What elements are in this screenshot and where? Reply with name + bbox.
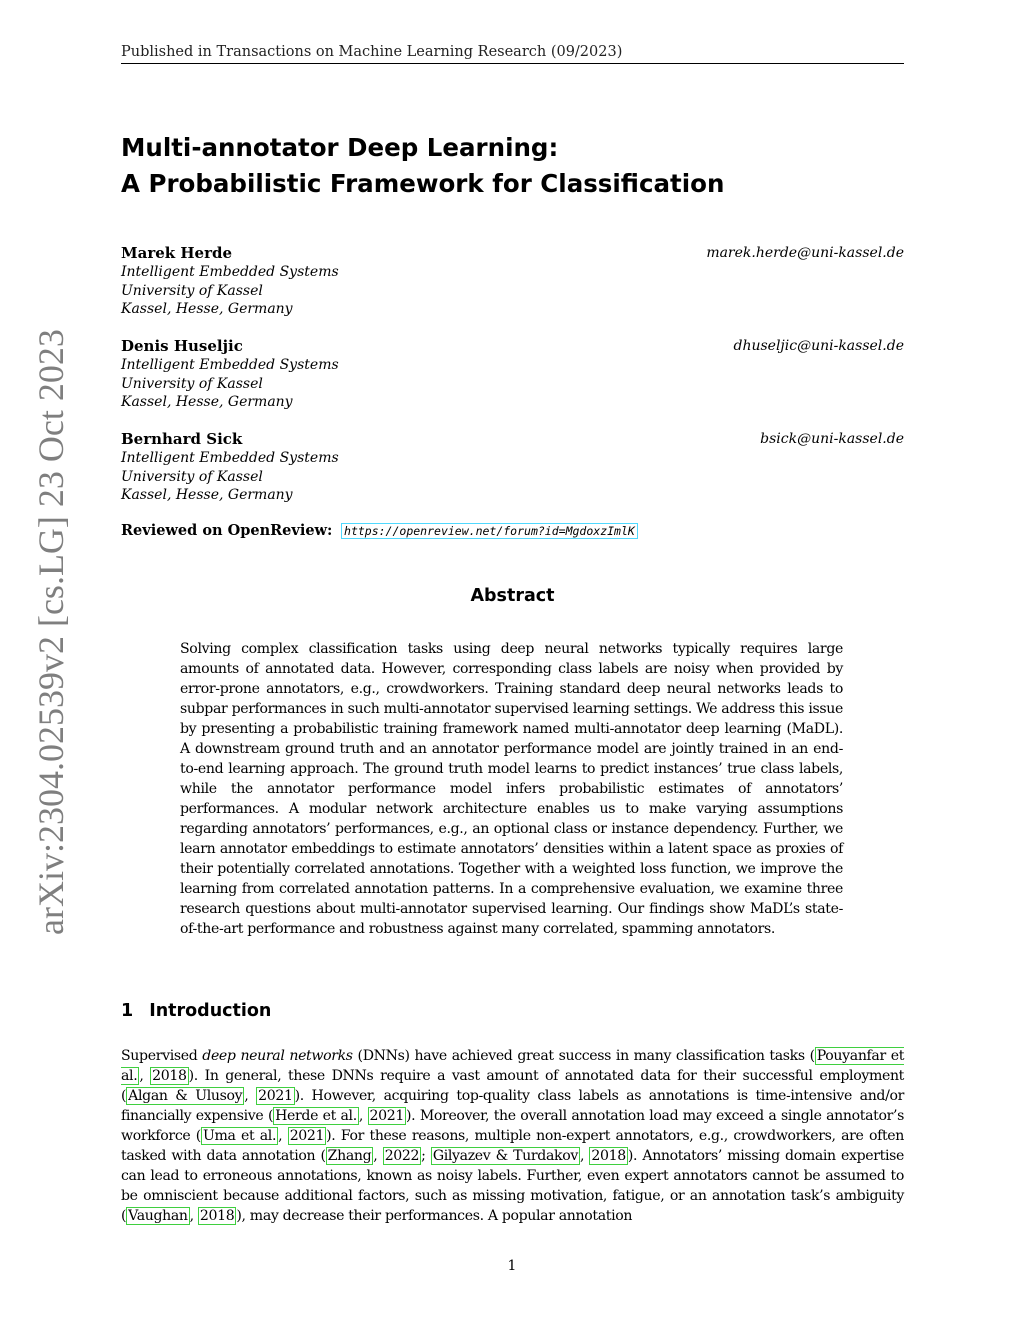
title-line-1: Multi-annotator Deep Learning:: [121, 133, 559, 162]
page-number: 1: [507, 1258, 517, 1274]
affiliation-location: Kassel, Hesse, Germany: [121, 301, 293, 317]
author-affiliation: [121, 263, 904, 319]
citation-link[interactable]: 2018: [152, 1068, 187, 1084]
text-run: Supervised: [121, 1048, 203, 1064]
author-email[interactable]: marek.herde@uni-kassel.de: [706, 245, 904, 261]
review-label: Reviewed on OpenReview:: [121, 522, 333, 539]
emphasis-text: deep neural networks: [202, 1048, 353, 1064]
section-number: 1: [121, 1001, 134, 1021]
affiliation-location: Kassel, Hesse, Germany: [121, 394, 293, 410]
text-run: ,: [358, 1108, 368, 1124]
citation-link[interactable]: 2021: [289, 1128, 325, 1144]
section-title: Introduction: [149, 1001, 272, 1021]
affiliation-group: Intelligent Embedded Systems: [121, 264, 339, 280]
author-name: Marek Herde: [121, 244, 233, 262]
affiliation-group: Intelligent Embedded Systems: [121, 450, 339, 466]
citation-link[interactable]: 2021: [258, 1088, 293, 1104]
text-run: ). However, acquiring top-quality class labels as annotations is time-intensive and/or financially expensive (: [121, 1088, 905, 1124]
text-run: ). Annotators’ missing domain expertise can lead to erroneous annotations, known as noisy labels. Further, even expert annotators cannot be assumed to be omniscient because additional factors, such as missing motivation, fatigue, or an annotation task’s ambiguity (: [121, 1148, 905, 1224]
author-affiliation: [121, 356, 904, 412]
author-name: Denis Huseljic: [121, 337, 243, 355]
author-block: [121, 243, 904, 319]
openreview-link[interactable]: https://openreview.net/forum?id=MgdoxzImlK: [341, 523, 638, 539]
citation-link[interactable]: Herde et al.: [275, 1108, 357, 1124]
citation-link[interactable]: 2018: [591, 1148, 626, 1164]
author-affiliation: [121, 449, 904, 505]
title-line-2: A Probabilistic Framework for Classification: [121, 169, 725, 198]
author-block: [121, 429, 904, 505]
author-name: Bernhard Sick: [121, 430, 243, 448]
section-heading-introduction: [121, 1001, 271, 1021]
text-run: ). For these reasons, multiple non-expert annotators, e.g., crowdworkers, are often tasked with data annotation (: [121, 1128, 904, 1164]
running-header: Published in Transactions on Machine Learning Research (09/2023): [121, 44, 904, 64]
text-run: ). Moreover, the overall annotation load may exceed a single annotator’s workforce (: [121, 1108, 904, 1144]
affiliation-university: University of Kassel: [121, 468, 263, 485]
text-run: ,: [579, 1148, 590, 1164]
text-run: ,: [139, 1068, 151, 1084]
text-run: ;: [421, 1148, 431, 1164]
author-email[interactable]: dhuseljic@uni-kassel.de: [733, 338, 904, 354]
citation-link[interactable]: 2022: [384, 1148, 420, 1164]
author-block: [121, 336, 904, 412]
introduction-paragraph: [121, 1046, 904, 1226]
paper-title: [121, 130, 904, 202]
citation-link[interactable]: Uma et al.: [202, 1128, 277, 1144]
citation-link[interactable]: Pouyanfar et al.: [121, 1048, 905, 1084]
citation-link[interactable]: Vaughan: [128, 1208, 188, 1224]
text-run: ,: [278, 1128, 288, 1144]
citation-link[interactable]: Algan & Ulusoy: [128, 1088, 243, 1104]
text-run: ,: [189, 1208, 198, 1224]
affiliation-location: Kassel, Hesse, Germany: [121, 487, 293, 503]
affiliation-group: Intelligent Embedded Systems: [121, 357, 339, 373]
text-run: ,: [373, 1148, 383, 1164]
citation-link[interactable]: Zhang: [327, 1148, 372, 1164]
review-line: [121, 522, 638, 539]
arxiv-identifier-stamp: arXiv:2304.02539v2 [cs.LG] 23 Oct 2023: [31, 329, 71, 935]
citation-link[interactable]: 2021: [369, 1108, 404, 1124]
author-email[interactable]: bsick@uni-kassel.de: [760, 431, 904, 447]
citation-link[interactable]: Gilyazev & Turdakov: [432, 1148, 578, 1164]
affiliation-university: University of Kassel: [121, 282, 263, 299]
citation-link[interactable]: 2018: [199, 1208, 235, 1224]
text-run: (DNNs) have achieved great success in many classification tasks (: [352, 1048, 815, 1064]
abstract-heading: Abstract: [470, 586, 555, 606]
text-run: ,: [244, 1088, 257, 1104]
affiliation-university: University of Kassel: [121, 375, 263, 392]
text-run: ), may decrease their performances. A popular annotation: [236, 1208, 633, 1224]
text-run: ). In general, these DNNs require a vast amount of annotated data for their successful employment (: [121, 1068, 904, 1104]
abstract-body: Solving complex classification tasks using deep neural networks typically requires large amounts of annotated data. However, corresponding class labels are noisy when provided by error-prone annotators, e.g., crowdworkers. Training standard deep neural networks leads to subpar performances in such multi-annotator supervised learning settings. We address this issue by presenting a probabilistic training framework named multi-annotator deep learning (MaDL). A downstream ground truth and an annotator performance model are jointly trained in an end-to-end learning approach. The ground truth model learns to predict instances’ true class labels, while the annotator performance model infers probabilistic estimates of annotators’ performances. A modular network architecture enables us to make varying assumptions regarding annotators’ performances, e.g., an optional class or instance dependency. Further, we learn annotator embeddings to estimate annotators’ densities within a latent space as proxies of their potentially correlated annotations. Together with a weighted loss function, we improve the learning from correlated annotation patterns. In a comprehensive evaluation, we examine three research questions about multi-annotator supervised learning. Our findings show MaDL’s state-of-the-art performance and robustness against many correlated, spamming annotators.: [180, 641, 843, 937]
